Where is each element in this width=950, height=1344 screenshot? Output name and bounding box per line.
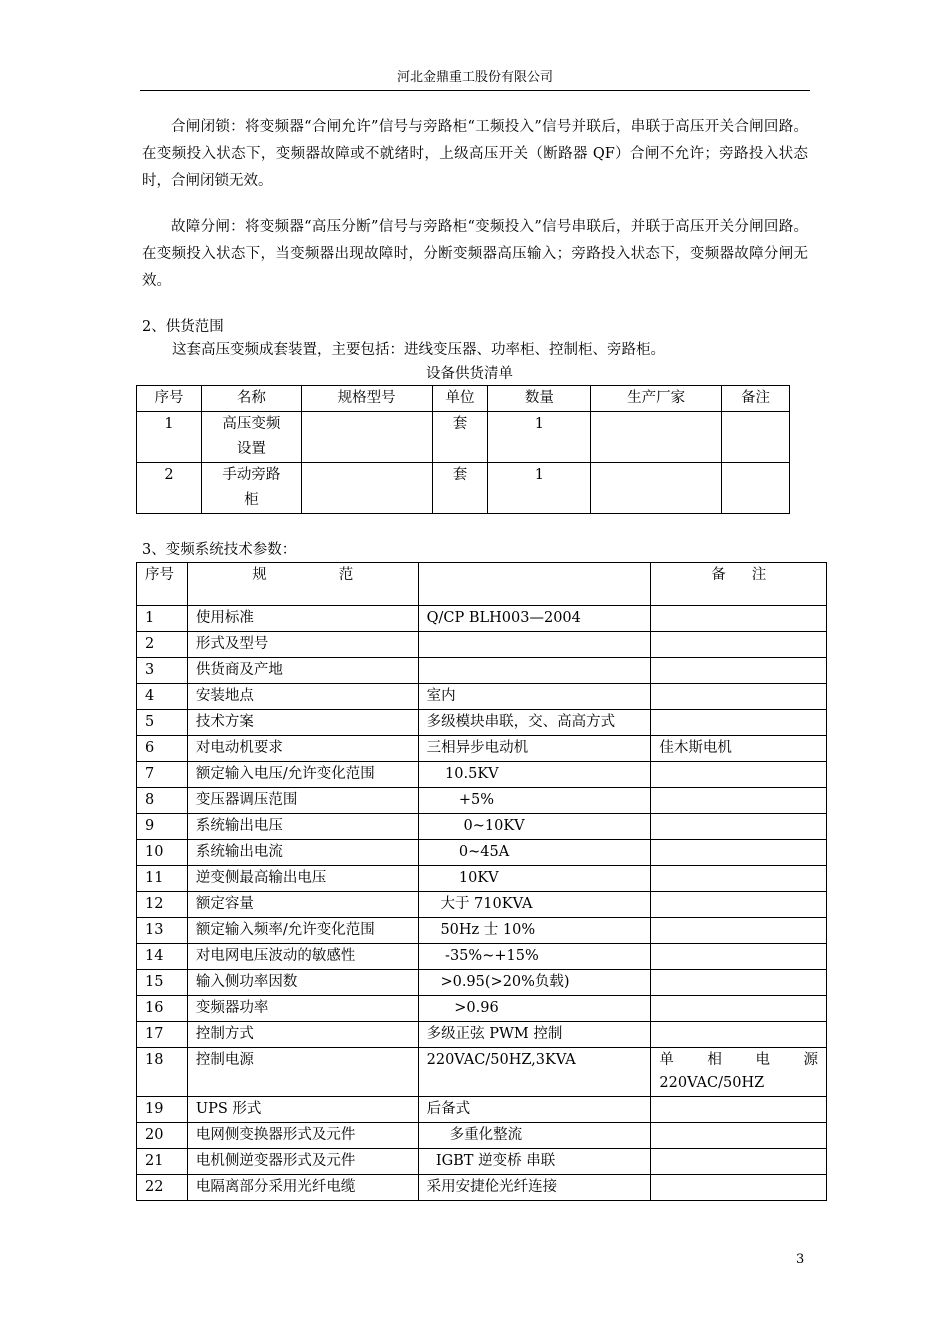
row-number: 4 <box>137 684 188 710</box>
col-header-spec-char: 范 <box>338 567 354 583</box>
table-row <box>137 762 827 788</box>
col-header: 生产厂家 <box>591 386 722 412</box>
col-header-note-char: 注 <box>751 567 767 583</box>
row-number: 18 <box>137 1048 188 1097</box>
spec-item: 技术方案 <box>187 710 418 736</box>
spec-item: 额定容量 <box>187 892 418 918</box>
row-number: 16 <box>137 996 188 1022</box>
spec-item: 变频器功率 <box>187 996 418 1022</box>
spec-value: 三相异步电动机 <box>418 736 651 762</box>
spec-table <box>136 562 827 1201</box>
col-header-no: 序号 <box>137 563 188 606</box>
section2-heading: 2、供货范围 <box>142 319 224 335</box>
spec-note <box>651 1097 827 1123</box>
item-name-line: 手动旁路 <box>222 467 281 483</box>
col-header: 数量 <box>488 386 591 412</box>
row-number: 1 <box>137 606 188 632</box>
spec-item: 逆变侧最高输出电压 <box>187 866 418 892</box>
row-number: 2 <box>137 632 188 658</box>
spec-note <box>651 1123 827 1149</box>
spec-item: 系统输出电压 <box>187 814 418 840</box>
spec-item: 对电网电压波动的敏感性 <box>187 944 418 970</box>
spec-value: 采用安捷伦光纤连接 <box>418 1175 651 1201</box>
spec-note-char: 源 <box>803 1052 818 1068</box>
item-model <box>301 412 432 463</box>
row-number: 1 <box>137 412 202 463</box>
table-row <box>137 1097 827 1123</box>
item-name-line: 柜 <box>244 492 259 508</box>
row-number: 5 <box>137 710 188 736</box>
item-name <box>201 463 301 514</box>
table-row <box>137 918 827 944</box>
spec-note <box>651 1022 827 1048</box>
table-row <box>137 996 827 1022</box>
spec-value: 大于 710KVA <box>418 892 651 918</box>
spec-value: 220VAC/50HZ,3KVA <box>418 1048 651 1097</box>
item-model <box>301 463 432 514</box>
table-row <box>137 970 827 996</box>
row-number: 7 <box>137 762 188 788</box>
spec-note <box>651 970 827 996</box>
spec-item: 安装地点 <box>187 684 418 710</box>
item-qty: 1 <box>488 463 591 514</box>
spec-value: +5% <box>418 788 651 814</box>
item-unit: 套 <box>432 412 488 463</box>
row-number: 17 <box>137 1022 188 1048</box>
spec-note <box>651 866 827 892</box>
col-header: 备注 <box>722 386 790 412</box>
spec-value: 室内 <box>418 684 651 710</box>
spec-item: 电机侧逆变器形式及元件 <box>187 1149 418 1175</box>
col-header: 规格型号 <box>301 386 432 412</box>
spec-value: >0.96 <box>418 996 651 1022</box>
spec-value: 多级正弦 PWM 控制 <box>418 1022 651 1048</box>
spec-item: 控制电源 <box>187 1048 418 1097</box>
col-header-value <box>418 563 651 606</box>
spec-note <box>651 918 827 944</box>
spec-note <box>651 1048 827 1097</box>
row-number: 20 <box>137 1123 188 1149</box>
spec-value: 多级模块串联，交、高高方式 <box>418 710 651 736</box>
row-number: 11 <box>137 866 188 892</box>
spec-item: 系统输出电流 <box>187 840 418 866</box>
table-row <box>137 632 827 658</box>
spec-note <box>651 1175 827 1201</box>
row-number: 10 <box>137 840 188 866</box>
item-note <box>722 463 790 514</box>
spec-note-char: 单 <box>659 1052 674 1068</box>
row-number: 15 <box>137 970 188 996</box>
table-row <box>137 412 790 463</box>
table-row <box>137 1022 827 1048</box>
spec-note <box>651 710 827 736</box>
spec-item: 额定输入频率/允许变化范围 <box>187 918 418 944</box>
spec-note <box>651 840 827 866</box>
col-header: 单位 <box>432 386 488 412</box>
supply-table-title: 设备供货清单 <box>426 366 513 382</box>
spec-value: 0~10KV <box>418 814 651 840</box>
spec-note <box>651 944 827 970</box>
spec-item: 供货商及产地 <box>187 658 418 684</box>
table-row <box>137 1123 827 1149</box>
spec-note <box>651 658 827 684</box>
item-note <box>722 412 790 463</box>
spec-value: 10.5KV <box>418 762 651 788</box>
company-name: 河北金鼎重工股份有限公司 <box>396 70 553 85</box>
spec-value <box>418 658 651 684</box>
spec-note-char: 相 <box>707 1052 722 1068</box>
item-qty: 1 <box>488 412 591 463</box>
section3-heading: 3、变频系统技术参数： <box>142 542 297 558</box>
table-row <box>137 788 827 814</box>
spec-value: 多重化整流 <box>418 1123 651 1149</box>
row-number: 6 <box>137 736 188 762</box>
spec-note-line: 220VAC/50HZ <box>659 1075 765 1091</box>
spec-value: >0.95(>20%负载) <box>418 970 651 996</box>
col-header-note-char: 备 <box>711 567 726 583</box>
table-row <box>137 1149 827 1175</box>
row-number: 14 <box>137 944 188 970</box>
spec-value <box>418 632 651 658</box>
item-name-line: 高压变频 <box>222 416 281 432</box>
table-header-row <box>137 563 827 606</box>
page-number: 3 <box>796 1252 805 1267</box>
spec-item: 额定输入电压/允许变化范围 <box>187 762 418 788</box>
spec-item: 形式及型号 <box>187 632 418 658</box>
spec-note <box>651 892 827 918</box>
table-row <box>137 1175 827 1201</box>
spec-value: 10KV <box>418 866 651 892</box>
spec-item: 输入侧功率因数 <box>187 970 418 996</box>
spec-item: 电隔离部分采用光纤电缆 <box>187 1175 418 1201</box>
col-header-spec <box>187 563 418 606</box>
col-header: 序号 <box>137 386 202 412</box>
spec-item: UPS 形式 <box>187 1097 418 1123</box>
spec-item: 电网侧变换器形式及元件 <box>187 1123 418 1149</box>
row-number: 2 <box>137 463 202 514</box>
table-row <box>137 710 827 736</box>
table-row <box>137 463 790 514</box>
table-row <box>137 658 827 684</box>
table-row <box>137 814 827 840</box>
spec-value: 50Hz 士 10% <box>418 918 651 944</box>
row-number: 21 <box>137 1149 188 1175</box>
spec-item: 对电动机要求 <box>187 736 418 762</box>
spec-value: IGBT 逆变桥 串联 <box>418 1149 651 1175</box>
row-number: 22 <box>137 1175 188 1201</box>
fault-trip-paragraph: 故障分闸：将变频器“高压分断”信号与旁路柜“变频投入”信号串联后，并联于高压开关分闸回路。在变频投入状态下，当变频器出现故障时，分断变频器高压输入；旁路投入状态下，变频器故障分闸无效。 <box>142 219 808 289</box>
page-header <box>140 68 810 91</box>
table-row <box>137 736 827 762</box>
closing-lockout-paragraph: 合闸闭锁：将变频器“合闸允许”信号与旁路柜“工频投入”信号并联后，串联于高压开关合闸回路。在变频投入状态下，变频器故障或不就绪时，上级高压开关（断路器 QF）合闸不允许；旁路投入状态时，合闸闭锁无效。 <box>142 119 808 189</box>
col-header: 名称 <box>201 386 301 412</box>
spec-note-char: 电 <box>755 1052 770 1068</box>
row-number: 19 <box>137 1097 188 1123</box>
spec-value: Q/CP BLH003—2004 <box>418 606 651 632</box>
spec-note <box>651 762 827 788</box>
spec-note <box>651 632 827 658</box>
table-row <box>137 684 827 710</box>
spec-note <box>651 996 827 1022</box>
item-name <box>201 412 301 463</box>
spec-item: 使用标准 <box>187 606 418 632</box>
spec-value: 0~45A <box>418 840 651 866</box>
spec-note-line <box>659 1048 826 1072</box>
row-number: 13 <box>137 918 188 944</box>
table-row <box>137 892 827 918</box>
supply-table <box>136 385 790 514</box>
spec-note: 佳木斯电机 <box>651 736 827 762</box>
table-row <box>137 866 827 892</box>
row-number: 3 <box>137 658 188 684</box>
spec-value: 后备式 <box>418 1097 651 1123</box>
col-header-note <box>651 563 827 606</box>
spec-item: 变压器调压范围 <box>187 788 418 814</box>
table-row <box>137 944 827 970</box>
spec-note <box>651 606 827 632</box>
item-name-line: 设置 <box>236 441 266 457</box>
section2-intro: 这套高压变频成套装置，主要包括：进线变压器、功率柜、控制柜、旁路柜。 <box>172 342 665 358</box>
spec-note <box>651 814 827 840</box>
spec-note <box>651 1149 827 1175</box>
table-row <box>137 840 827 866</box>
item-maker <box>591 412 722 463</box>
spec-item: 控制方式 <box>187 1022 418 1048</box>
row-number: 9 <box>137 814 188 840</box>
col-header-spec-char: 规 <box>252 567 267 583</box>
spec-value: -35%~+15% <box>418 944 651 970</box>
row-number: 12 <box>137 892 188 918</box>
item-unit: 套 <box>432 463 488 514</box>
table-header-row <box>137 386 790 412</box>
table-row <box>137 1048 827 1097</box>
spec-note <box>651 788 827 814</box>
item-maker <box>591 463 722 514</box>
table-row <box>137 606 827 632</box>
row-number: 8 <box>137 788 188 814</box>
spec-note <box>651 684 827 710</box>
